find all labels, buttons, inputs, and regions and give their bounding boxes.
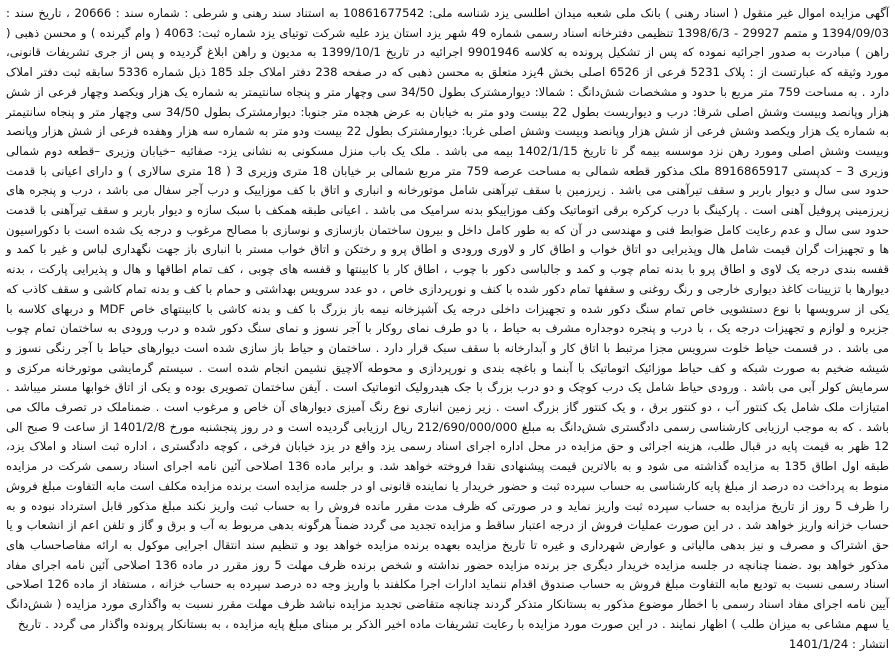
publish-date-line (6, 635, 889, 655)
publish-date-label: انتشار : (851, 636, 889, 651)
notice-body-text: آگهی مزایده اموال غیر منقول ( اسناد رهنی ) بانک ملی شعبه میدان اطلسی یزد شناسه ملی: 10861677542 به استناد سند رهنی و شرطی : شماره سند : 20666 ، تاریخ سند : 1394/09/03 و متمم 29927 - 1398/6/3 تنظیمی دفترخانه اسناد رسمی شماره 49 شهر یزد استان یزد علیه شرکت توتیای یزد شماره ثبت: 4063 ( وام گیرنده ) و محسن ذهبی ( راهن ) مبادرت به صدور اجرائیه نموده که پس از تشکیل پرونده به کلاسه 9901946 اجرائیه در تاریخ 1399/10/1 به مدیون و راهن ابلاغ گردیده و پس از جری تشریفات قانونی، مورد وثیقه که عبارتست از : پلاک 5231 فرعی از 6526 اصلی بخش 4یزد متعلق به محسن ذهبی که در صفحه 238 دفتر املاک جلد 185 ذیل شماره 5336 سابقه ثبت دفتر املاک دارد . به مساحت 759 متر مربع با حدود و مشخصات شش‌دانگ : شمالا: دیوارمشترک بطول 34/50 سی وچهار متر و پنجاه سانتیمتر به شماره یک هزار ویکصد وچهار فرعی از شش هزار وپانصد وبیست وشش اصلی شرقا: درب و دیواریست بطول 22 بیست ودو متر به خیابان به عرض هجده متر جنوبا: دیوارمشترک بطول 34/50 سی وچهار متر و پنجاه سانتیمتر به شماره یک هزار ویکصد وشش فرعی از شش هزار وپانصد وبیست وشش اصلی غربا: دیوارمشترک بطول 22 بیست ودو متر به شماره سه هزار وهفده فرعی از شش هزار وپانصد وبیست وشش اصلی ومورد رهن نزد موسسه بیمه گر تا تاریخ 1402/1/15 بیمه می باشد . ملک یک باب منزل مسکونی به نشانی یزد- صفائیه –خیابان وزیری –قطعه دوم شمالی وزیری 3 – کدپستی 8916865917 ملک مذکور قطعه شمالی به مساحت عرصه 759 متر مربع شمالی بر خیابان 18 متری وزیری 3 ( 18 متری سالاری ) و دارای اعیانی با قدمت حدود سی سال و دیوار باربر و سقف تیرآهنی می باشد . زیرزمین با سقف تیرآهنی شامل موتورخانه و انباری و اتاق با کف موزاییک و درب آجر سفال می باشد ، درب و پنجره های زیرزمینی پروفیل آهنی است . پارکینگ با درب کرکره برقی اتوماتیک وکف موزاییکو بدنه سرامیک می باشد . اعیانی طبقه همکف با سبک سازه و دیوار باربر و سقف تیرآهنی با قدمت حدود سی سال و عدم رعایت کامل ضوابط فنی و مهندسی در آن که به طور کامل داخل و بیرون ساختمان بازسازی و نوسازی با مصالح مرغوب و درجه یک شده است با دکوراسیون ها و تجهیزات گران قیمت شامل هال وپذیرایی دو اتاق خواب و اطاق کار و لاوری ورودی و اطاق پرو و رختکن و اتاق خواب مستر با انباری باز جهت نگهداری لباس و غیر با کمد و قفسه بندی درجه یک لاوی و اطاق پرو با بدنه تمام چوب و کمد و جالباسی دکور با چوب ، اطاق کار با کابینتها و قفسه های چوبی ، کف تمام اطاقها و هال و پذیرایی پارکت ، بدنه دیوارها با تزیینات کاغذ دیواری خارجی و رنگ روغنی و سقفها تمام دکور شده با کنف و نورپردازی خاص ، دو عدد سرویس بهداشتی و حمام با کف و بدنه تمام کاشی و سقف کاذب که یکی از سرویسها با نوع دستشویی خاص تمام سنگ دکور شده و تجهیزات داخلی درجه یک آشپزخانه نیمه باز بزرگ با کف و بدنه کاشی با کابینتهای خاص MDF و دربهای کلاسه با جزیره و لوازم و تجهیزات درجه یک ، با درب و پنجره دوجداره مشرف به حیاط ، با دو طرف نمای رو‌کار با آجر نسوز و نمای سنگ دکور شده و درب ورودی به ساختمان تمام چوب می باشد . در قسمت حیاط خلوت سرویس مجزا مرتبط با اتاق کار و آبدارخانه با سقف سبک قرار دارد . ساختمان و حیاط باز سازی شده است دیوارهای حیاط با آجر رنگی نسوز و شیشه ضخیم به صورت شبکه و کف حیاط موزائیک اتوماتیک با آبنما و باغچه بندی و نورپردازی و محوطه آلاچیق نشیمن انجام شده است . سیستم گرمایشی موتورخانه مرکزی و سرمایش کولر آبی می باشد . ورودی حیاط شامل یک درب کوچک و دو درب بزرگ با جک هیدرولیک اتوماتیک است . آیفن ساختمان تصویری بوده و یکی از اتاق خوابها مستر میباشد . امتیازات ملک شامل یک کنتور آب ، دو کنتور برق ، و یک کنتور گاز بزرگ است . زیر زمین انباری نوع رنگ آمیزی دیوارهای آن خاص و مرغوب است . ضمناملک در تصرف مالک می باشد . که به موجب ارزیابی کارشناسی رسمی دادگستری شش‌دانگ به مبلغ 212/690/000/000 ریال ارزیابی گردیده است و در روز پنجشنبه مورخ 1401/2/8 از ساعت 9 صبح الی 12 ظهر به قیمت پایه در قبال طلب، هزینه اجرائی و حق مزایده در محل اداره اجرای اسناد رسمی یزد واقع در یزد خیابان فرخی ، کوچه دادگستری ، اداره ثبت اسناد و املاک یزد، طبقه اول اطاق 135 به مزایده گذاشته می شود و به بالاترین قیمت پیشنهادی نقدا فروخته خواهد شد. و برابر ماده 136 اصلاحی آئین نامه اجرای اسناد رسمی شرکت در مزایده منوط به پرداخت ده درصد از مبلغ پایه کارشناسی به حساب سپرده ثبت و حضور خریدار یا نماینده قانونی او در جلسه مزایده است برنده مزایده مکلف است مابه التفاوت مبلغ فروش را ظرف 5 روز از تاریخ مزایده به حساب سپرده ثبت واریز نماید و در صورتی که ظرف مدت مقرر مانده فروش را به حساب ثبت واریز نکند مبلغ مذکور قابل استرداد نبوده و به حساب خزانه واریز خواهد شد . در این صورت عملیات فروش از درجه اعتبار ساقط و مزایده تجدید می گردد ضمناً هرگونه بدهی مربوط به آب و برق و گاز و تلفن اعم از انشعاب و یا حق اشتراک و مصرف و نیز بدهی مالیاتی و عوارض شهرداری و غیره تا تاریخ مزایده بعهده برنده مزایده خواهد بود و تنظیم سند انتقال اجرایی موکول به ارائه مفاصاحساب های مذکور خواهد بود .ضمنا چنانچه در جلسه مزایده خریدار دیگری جز برنده مزایده حضور نداشته و شخص برنده ظرف مهلت 5 روز مقرر در ماده 136 اصلاحی آئین نامه اجرای مفاد اسناد رسمی نسبت به تودیع مابه التفاوت مبلغ فروش به حساب صندوق اقدام ننماید ادارات اجرا مکلفند با واریز وجه ده درصد سپرده به حساب خزانه ، مستفاد از ماده 126 اصلاحی آیین نامه اجرای مفاد اسناد رسمی با اخطار موضوع مذکور به بستانکار متذکر گردند چنانچه متقاضی تجدید مزایده نباشد ظرف مهلت مقرر نسبت به واگذاری مورد مزایده ( شش‌دانگ یا سهم مشاعی به میزان طلب ) اظهار نمایند . در این صورت مورد مزایده با رعایت تشریفات ماده اخیر الذکر بر مبنای مبلغ پایه مزایده ، به بستانکار پرونده واگذار می گردد . تاریخ (6, 6, 890, 631)
publish-date-value: 1401/1/24 (788, 636, 849, 651)
